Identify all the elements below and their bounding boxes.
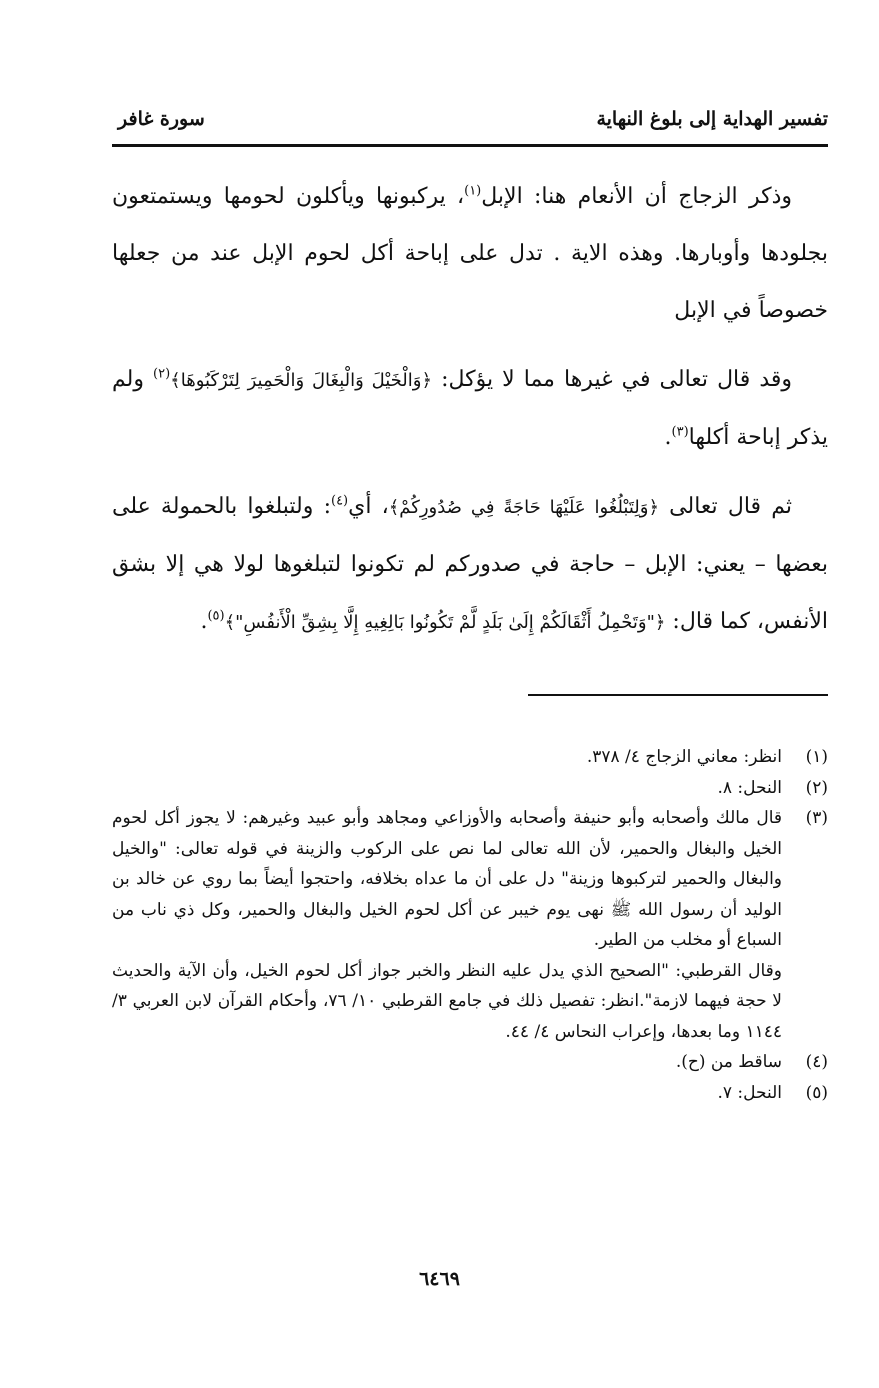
p3-text-start: ثم قال تعالى: [659, 494, 792, 519]
footnote-text: قال مالك وأصحابه وأبو حنيفة وأصحابه والأوزاعي ومجاهد وأبو عبيد وغيرهم: لا يجوز أكل لحوم الخيل والبغال والحمير، لأن الله تعالى لما نص على الركوب والزينة في قوله تعالى: "والخيل والبغال والحمير لتركبوها وزينة" دل على أن ما عداه بخلافه، واحتجوا أيضاً بما روي عن خالد بن الوليد أن رسول الله ﷺ نهى يوم خيبر عن أكل لحوم الخيل والبغال والحمير، وكل ذي ناب من السباع أو مخلب من الطير.: [112, 808, 782, 950]
footnote-number: (٤): [805, 1052, 828, 1072]
footnote-ref-5: (٥): [207, 608, 225, 624]
page-number: ٦٤٦٩: [419, 1268, 460, 1290]
header-divider: [112, 144, 828, 147]
p1-text-end: ، يركبونها ويأكلون لحومها ويستمتعون بجلودها وأوبارها. وهذه الاية . تدل على إباحة أكل لحوم الإبل عند من جعلها خصوصاً في الإبل: [112, 184, 828, 323]
book-title: تفسير الهداية إلى بلوغ النهاية: [596, 108, 828, 130]
quran-verse-3: ﴿"وَتَحْمِلُ أَثْقَالَكُمْ إِلَىٰ بَلَدٍ لَّمْ تَكُونُوا بَالِغِيهِ إِلَّا بِشِقِّ الْأَنفُسِ"﴾: [224, 612, 666, 633]
p2-text-mid: ولم يذكر إباحة أكلها: [112, 367, 828, 450]
footnote-5: [112, 1078, 828, 1109]
footnote-4: [112, 1047, 828, 1078]
footnote-3: [112, 803, 828, 1047]
main-text: [112, 168, 828, 663]
paragraph-2: [112, 351, 828, 466]
footnote-text: النحل: ٧.: [717, 1082, 782, 1103]
p3-text-body: : ولتبلغوا بالحمولة على بعضها – يعني: الإبل – حاجة في صدوركم لم تكونوا لتبلغوها لولا هي إلا بشق الأنفس، كما قال:: [112, 494, 828, 634]
footnote-number: (٣): [805, 808, 828, 828]
p1-text-start: وذكر الزجاج أن الأنعام هنا: الإبل: [481, 184, 792, 209]
footnote-2: [112, 773, 828, 804]
footnote-ref-3: (٣): [671, 424, 689, 440]
footnotes-section: [112, 742, 828, 1108]
footnote-text-continued: وقال القرطبي: "الصحيح الذي يدل عليه النظر والخبر جواز أكل لحوم الخيل، وأن الآية والحديث لا حجة فيهما لازمة".انظر: تفصيل ذلك في جامع القرطبي ١٠/ ٧٦، وأحكام القرآن لابن العربي ٣/ ١١٤٤ وما بعدها، وإعراب النحاس ٤/ ٤٤.: [112, 960, 783, 1042]
footnote-text: النحل: ٨.: [717, 777, 782, 798]
quran-verse-2: ﴿وَلِتَبْلُغُوا عَلَيْهَا حَاجَةً فِي صُدُورِكُمْ﴾: [388, 497, 659, 518]
surah-name: سورة غافر: [118, 108, 205, 130]
p2-text-end: .: [664, 425, 672, 450]
paragraph-1: [112, 168, 828, 339]
p3-text-mid: ، أي: [348, 494, 389, 519]
footnote-text: ساقط من (ح).: [675, 1052, 782, 1072]
p2-text-start: وقد قال تعالى في غيرها مما لا يؤكل:: [432, 367, 793, 392]
footnote-1: [112, 742, 828, 773]
quran-verse-1: ﴿وَالْخَيْلَ وَالْبِغَالَ وَالْحَمِيرَ لِتَرْكَبُوهَا﴾: [170, 370, 433, 391]
footnote-text: انظر: معاني الزجاج ٤/ ٣٧٨.: [586, 747, 782, 767]
footnote-ref-4: (٤): [330, 493, 349, 509]
footnote-number: (١): [805, 747, 828, 767]
footnote-ref-1: (١): [464, 183, 482, 199]
footnote-number: (٥): [805, 1082, 828, 1103]
paragraph-3: [112, 478, 828, 651]
footnote-divider: [528, 694, 828, 696]
p3-text-end: .: [200, 609, 208, 634]
footnote-ref-2: (٢): [153, 366, 171, 382]
running-header: [118, 108, 828, 140]
footnote-number: (٢): [805, 777, 828, 798]
